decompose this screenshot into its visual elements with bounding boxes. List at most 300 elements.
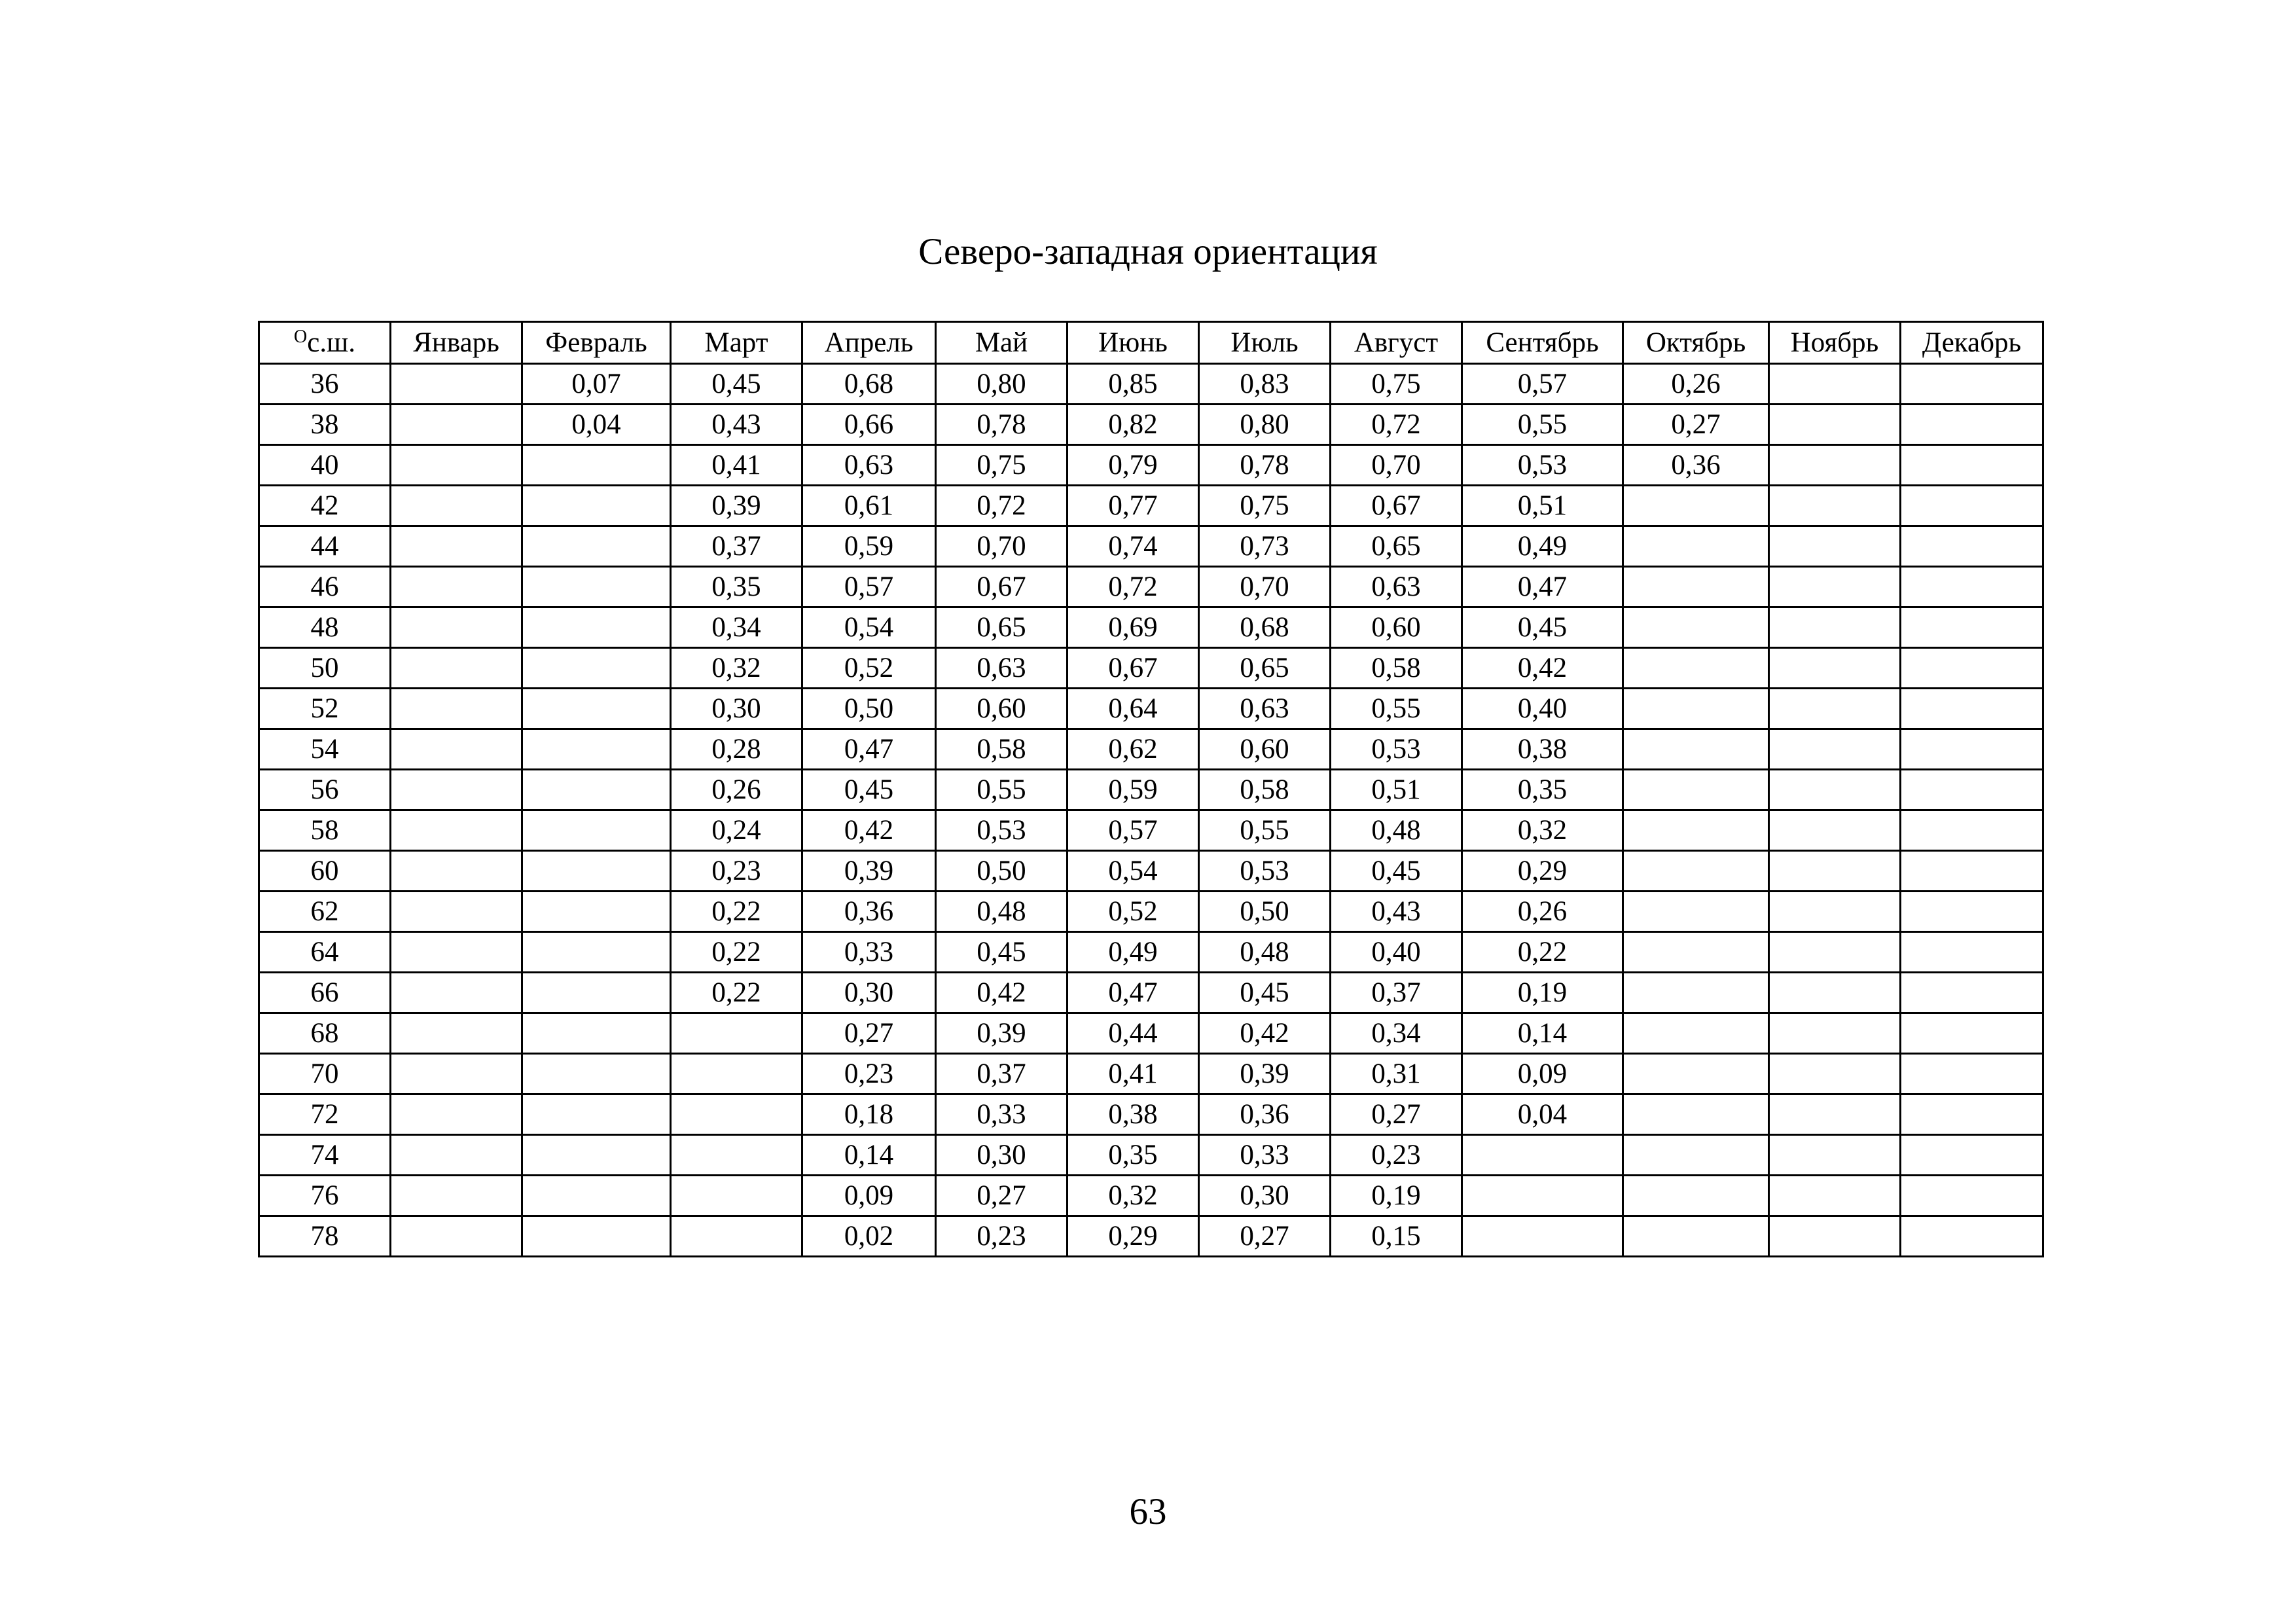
latitude-cell: 60 <box>259 851 391 892</box>
value-cell: 0,83 <box>1199 364 1331 405</box>
value-cell <box>1623 851 1769 892</box>
value-cell <box>391 689 522 729</box>
value-cell <box>522 567 671 607</box>
value-cell <box>391 607 522 648</box>
value-cell: 0,37 <box>936 1054 1067 1094</box>
value-cell: 0,42 <box>802 810 936 851</box>
table-row <box>259 648 2043 689</box>
latitude-cell: 44 <box>259 526 391 567</box>
value-cell <box>1901 851 2043 892</box>
value-cell <box>1462 1135 1623 1176</box>
latitude-cell: 74 <box>259 1135 391 1176</box>
value-cell <box>391 1013 522 1054</box>
value-cell <box>522 1176 671 1216</box>
value-cell: 0,42 <box>1199 1013 1331 1054</box>
header-month: Ноябрь <box>1769 322 1901 364</box>
table-row <box>259 1013 2043 1054</box>
value-cell: 0,58 <box>936 729 1067 770</box>
value-cell <box>522 729 671 770</box>
value-cell: 0,55 <box>936 770 1067 810</box>
value-cell: 0,37 <box>671 526 802 567</box>
value-cell <box>1623 567 1769 607</box>
value-cell: 0,43 <box>671 405 802 445</box>
value-cell <box>671 1135 802 1176</box>
value-cell: 0,49 <box>1067 932 1199 973</box>
value-cell: 0,14 <box>802 1135 936 1176</box>
value-cell: 0,38 <box>1067 1094 1199 1135</box>
value-cell: 0,70 <box>936 526 1067 567</box>
value-cell <box>1901 1176 2043 1216</box>
value-cell: 0,30 <box>1199 1176 1331 1216</box>
value-cell <box>1769 1135 1901 1176</box>
value-cell: 0,70 <box>1199 567 1331 607</box>
value-cell: 0,79 <box>1067 445 1199 486</box>
table-header-row <box>259 322 2043 364</box>
value-cell <box>1901 445 2043 486</box>
value-cell: 0,60 <box>936 689 1067 729</box>
value-cell <box>1769 932 1901 973</box>
value-cell: 0,78 <box>936 405 1067 445</box>
value-cell <box>522 526 671 567</box>
value-cell: 0,54 <box>802 607 936 648</box>
value-cell: 0,30 <box>671 689 802 729</box>
header-month: Февраль <box>522 322 671 364</box>
value-cell: 0,50 <box>1199 892 1331 932</box>
value-cell: 0,39 <box>1199 1054 1331 1094</box>
value-cell: 0,68 <box>1199 607 1331 648</box>
table-row <box>259 1216 2043 1257</box>
value-cell <box>1623 1013 1769 1054</box>
value-cell <box>1769 1216 1901 1257</box>
value-cell: 0,74 <box>1067 526 1199 567</box>
value-cell: 0,33 <box>936 1094 1067 1135</box>
value-cell <box>391 729 522 770</box>
value-cell: 0,24 <box>671 810 802 851</box>
table-row <box>259 810 2043 851</box>
value-cell: 0,32 <box>671 648 802 689</box>
value-cell: 0,18 <box>802 1094 936 1135</box>
value-cell <box>1769 810 1901 851</box>
value-cell <box>1623 1216 1769 1257</box>
value-cell <box>1901 1216 2043 1257</box>
latitude-cell: 78 <box>259 1216 391 1257</box>
value-cell: 0,63 <box>802 445 936 486</box>
value-cell: 0,30 <box>936 1135 1067 1176</box>
header-month: Май <box>936 322 1067 364</box>
latitude-cell: 66 <box>259 973 391 1013</box>
value-cell: 0,35 <box>1067 1135 1199 1176</box>
value-cell: 0,67 <box>936 567 1067 607</box>
value-cell <box>1901 486 2043 526</box>
value-cell <box>1623 486 1769 526</box>
value-cell <box>1462 1216 1623 1257</box>
header-month: Июль <box>1199 322 1331 364</box>
value-cell: 0,57 <box>802 567 936 607</box>
value-cell: 0,80 <box>936 364 1067 405</box>
value-cell: 0,73 <box>1199 526 1331 567</box>
value-cell: 0,23 <box>671 851 802 892</box>
value-cell: 0,15 <box>1331 1216 1462 1257</box>
table-row <box>259 1176 2043 1216</box>
value-cell: 0,53 <box>936 810 1067 851</box>
value-cell <box>1901 648 2043 689</box>
value-cell: 0,53 <box>1331 729 1462 770</box>
value-cell: 0,19 <box>1462 973 1623 1013</box>
value-cell: 0,49 <box>1462 526 1623 567</box>
value-cell <box>1623 607 1769 648</box>
value-cell <box>1623 973 1769 1013</box>
page-number: 63 <box>1129 1491 1167 1532</box>
value-cell <box>1462 1176 1623 1216</box>
value-cell: 0,23 <box>936 1216 1067 1257</box>
table-row <box>259 607 2043 648</box>
value-cell: 0,77 <box>1067 486 1199 526</box>
value-cell <box>391 486 522 526</box>
value-cell: 0,52 <box>1067 892 1199 932</box>
value-cell <box>1901 1094 2043 1135</box>
value-cell: 0,58 <box>1331 648 1462 689</box>
value-cell: 0,26 <box>1623 364 1769 405</box>
value-cell: 0,38 <box>1462 729 1623 770</box>
value-cell <box>1901 567 2043 607</box>
value-cell: 0,57 <box>1067 810 1199 851</box>
latitude-cell: 72 <box>259 1094 391 1135</box>
table-row <box>259 892 2043 932</box>
value-cell <box>522 1216 671 1257</box>
value-cell: 0,02 <box>802 1216 936 1257</box>
latitude-cell: 70 <box>259 1054 391 1094</box>
header-month: Январь <box>391 322 522 364</box>
latitude-cell: 36 <box>259 364 391 405</box>
value-cell: 0,33 <box>1199 1135 1331 1176</box>
value-cell: 0,23 <box>802 1054 936 1094</box>
table-row <box>259 1135 2043 1176</box>
value-cell: 0,27 <box>1331 1094 1462 1135</box>
value-cell <box>391 526 522 567</box>
value-cell <box>391 1094 522 1135</box>
value-cell: 0,37 <box>1331 973 1462 1013</box>
value-cell: 0,19 <box>1331 1176 1462 1216</box>
value-cell: 0,65 <box>936 607 1067 648</box>
value-cell <box>522 607 671 648</box>
latitude-cell: 52 <box>259 689 391 729</box>
value-cell <box>1623 689 1769 729</box>
value-cell: 0,39 <box>671 486 802 526</box>
value-cell <box>1901 405 2043 445</box>
value-cell <box>671 1094 802 1135</box>
value-cell <box>522 445 671 486</box>
value-cell: 0,47 <box>1067 973 1199 1013</box>
value-cell: 0,22 <box>671 973 802 1013</box>
value-cell: 0,69 <box>1067 607 1199 648</box>
value-cell: 0,40 <box>1462 689 1623 729</box>
value-cell: 0,66 <box>802 405 936 445</box>
value-cell: 0,27 <box>802 1013 936 1054</box>
value-cell <box>1901 364 2043 405</box>
value-cell <box>522 1135 671 1176</box>
value-cell: 0,45 <box>671 364 802 405</box>
value-cell: 0,04 <box>1462 1094 1623 1135</box>
value-cell <box>1901 689 2043 729</box>
header-latitude <box>259 322 391 364</box>
value-cell: 0,67 <box>1331 486 1462 526</box>
value-cell: 0,72 <box>936 486 1067 526</box>
value-cell <box>1769 405 1901 445</box>
value-cell: 0,55 <box>1331 689 1462 729</box>
value-cell: 0,45 <box>1462 607 1623 648</box>
value-cell <box>1623 770 1769 810</box>
value-cell <box>522 689 671 729</box>
value-cell <box>1769 486 1901 526</box>
table-row <box>259 567 2043 607</box>
value-cell: 0,63 <box>1199 689 1331 729</box>
value-cell: 0,22 <box>671 932 802 973</box>
header-month: Октябрь <box>1623 322 1769 364</box>
table-row <box>259 1054 2043 1094</box>
value-cell: 0,80 <box>1199 405 1331 445</box>
value-cell: 0,45 <box>802 770 936 810</box>
value-cell: 0,47 <box>802 729 936 770</box>
value-cell: 0,31 <box>1331 1054 1462 1094</box>
value-cell <box>391 1135 522 1176</box>
value-cell <box>1623 1094 1769 1135</box>
table-body <box>259 364 2043 1257</box>
value-cell: 0,75 <box>936 445 1067 486</box>
value-cell: 0,14 <box>1462 1013 1623 1054</box>
value-cell: 0,27 <box>1623 405 1769 445</box>
value-cell: 0,51 <box>1331 770 1462 810</box>
table-row <box>259 932 2043 973</box>
value-cell: 0,32 <box>1067 1176 1199 1216</box>
value-cell <box>1769 445 1901 486</box>
value-cell <box>522 932 671 973</box>
value-cell: 0,85 <box>1067 364 1199 405</box>
value-cell <box>522 1013 671 1054</box>
value-cell <box>522 810 671 851</box>
value-cell <box>1901 607 2043 648</box>
value-cell <box>1769 567 1901 607</box>
value-cell <box>1901 810 2043 851</box>
table-row <box>259 445 2043 486</box>
value-cell: 0,53 <box>1462 445 1623 486</box>
value-cell <box>1623 1135 1769 1176</box>
value-cell <box>1769 1094 1901 1135</box>
value-cell: 0,44 <box>1067 1013 1199 1054</box>
latitude-cell: 62 <box>259 892 391 932</box>
value-cell <box>1769 648 1901 689</box>
value-cell <box>1623 810 1769 851</box>
table-row <box>259 486 2043 526</box>
value-cell <box>391 810 522 851</box>
value-cell: 0,04 <box>522 405 671 445</box>
value-cell: 0,48 <box>936 892 1067 932</box>
value-cell: 0,28 <box>671 729 802 770</box>
value-cell <box>522 973 671 1013</box>
value-cell <box>391 1054 522 1094</box>
value-cell <box>1623 1176 1769 1216</box>
value-cell: 0,51 <box>1462 486 1623 526</box>
value-cell <box>1623 892 1769 932</box>
latitude-cell: 58 <box>259 810 391 851</box>
value-cell <box>1769 729 1901 770</box>
value-cell: 0,60 <box>1331 607 1462 648</box>
value-cell <box>1901 526 2043 567</box>
value-cell: 0,82 <box>1067 405 1199 445</box>
value-cell: 0,67 <box>1067 648 1199 689</box>
value-cell <box>391 851 522 892</box>
value-cell <box>522 648 671 689</box>
value-cell: 0,42 <box>936 973 1067 1013</box>
value-cell <box>391 567 522 607</box>
value-cell: 0,29 <box>1462 851 1623 892</box>
table-row <box>259 1094 2043 1135</box>
value-cell <box>391 364 522 405</box>
value-cell <box>391 1216 522 1257</box>
value-cell: 0,35 <box>671 567 802 607</box>
value-cell: 0,36 <box>1623 445 1769 486</box>
value-cell <box>391 405 522 445</box>
value-cell: 0,47 <box>1462 567 1623 607</box>
latitude-cell: 56 <box>259 770 391 810</box>
value-cell <box>1901 1054 2043 1094</box>
page-title: Северо-западная ориентация <box>918 231 1378 272</box>
value-cell <box>522 1054 671 1094</box>
latitude-cell: 54 <box>259 729 391 770</box>
value-cell <box>1623 648 1769 689</box>
header-latitude-label: с.ш. <box>307 327 355 358</box>
value-cell: 0,26 <box>1462 892 1623 932</box>
value-cell <box>391 1176 522 1216</box>
value-cell <box>1769 973 1901 1013</box>
table-row <box>259 405 2043 445</box>
value-cell: 0,39 <box>936 1013 1067 1054</box>
latitude-cell: 46 <box>259 567 391 607</box>
value-cell <box>1901 729 2043 770</box>
table-row <box>259 526 2043 567</box>
value-cell: 0,27 <box>1199 1216 1331 1257</box>
value-cell: 0,45 <box>1331 851 1462 892</box>
value-cell <box>1769 526 1901 567</box>
value-cell: 0,65 <box>1331 526 1462 567</box>
value-cell: 0,43 <box>1331 892 1462 932</box>
value-cell: 0,53 <box>1199 851 1331 892</box>
value-cell <box>522 851 671 892</box>
value-cell: 0,36 <box>802 892 936 932</box>
value-cell <box>671 1013 802 1054</box>
value-cell: 0,33 <box>802 932 936 973</box>
value-cell <box>522 1094 671 1135</box>
value-cell <box>391 932 522 973</box>
value-cell: 0,62 <box>1067 729 1199 770</box>
value-cell <box>1901 932 2043 973</box>
value-cell: 0,36 <box>1199 1094 1331 1135</box>
value-cell <box>1623 932 1769 973</box>
value-cell: 0,60 <box>1199 729 1331 770</box>
value-cell: 0,55 <box>1462 405 1623 445</box>
header-month: Июнь <box>1067 322 1199 364</box>
value-cell <box>391 973 522 1013</box>
value-cell: 0,34 <box>1331 1013 1462 1054</box>
value-cell: 0,59 <box>1067 770 1199 810</box>
value-cell: 0,57 <box>1462 364 1623 405</box>
value-cell <box>1769 851 1901 892</box>
value-cell <box>1769 1176 1901 1216</box>
value-cell: 0,30 <box>802 973 936 1013</box>
value-cell <box>1901 1013 2043 1054</box>
value-cell <box>391 445 522 486</box>
value-cell: 0,61 <box>802 486 936 526</box>
value-cell <box>1623 1054 1769 1094</box>
value-cell: 0,34 <box>671 607 802 648</box>
value-cell: 0,26 <box>671 770 802 810</box>
value-cell: 0,68 <box>802 364 936 405</box>
value-cell <box>1623 729 1769 770</box>
table-row <box>259 851 2043 892</box>
value-cell: 0,32 <box>1462 810 1623 851</box>
header-month: Март <box>671 322 802 364</box>
value-cell <box>1769 607 1901 648</box>
value-cell: 0,70 <box>1331 445 1462 486</box>
value-cell: 0,23 <box>1331 1135 1462 1176</box>
value-cell: 0,41 <box>671 445 802 486</box>
value-cell <box>522 892 671 932</box>
value-cell: 0,75 <box>1331 364 1462 405</box>
table-row <box>259 364 2043 405</box>
value-cell: 0,50 <box>802 689 936 729</box>
value-cell: 0,54 <box>1067 851 1199 892</box>
value-cell <box>1769 1013 1901 1054</box>
value-cell <box>391 892 522 932</box>
value-cell <box>671 1176 802 1216</box>
latitude-cell: 38 <box>259 405 391 445</box>
value-cell: 0,64 <box>1067 689 1199 729</box>
value-cell: 0,09 <box>1462 1054 1623 1094</box>
value-cell: 0,22 <box>671 892 802 932</box>
value-cell: 0,48 <box>1331 810 1462 851</box>
table-row <box>259 689 2043 729</box>
value-cell: 0,09 <box>802 1176 936 1216</box>
insolation-table <box>258 321 2044 1257</box>
table-row <box>259 973 2043 1013</box>
value-cell <box>1901 1135 2043 1176</box>
value-cell <box>391 770 522 810</box>
latitude-cell: 64 <box>259 932 391 973</box>
value-cell: 0,48 <box>1199 932 1331 973</box>
value-cell: 0,42 <box>1462 648 1623 689</box>
header-month: Декабрь <box>1901 322 2043 364</box>
value-cell <box>1769 892 1901 932</box>
value-cell <box>1769 770 1901 810</box>
value-cell: 0,07 <box>522 364 671 405</box>
value-cell: 0,72 <box>1067 567 1199 607</box>
latitude-cell: 50 <box>259 648 391 689</box>
value-cell: 0,78 <box>1199 445 1331 486</box>
latitude-cell: 42 <box>259 486 391 526</box>
value-cell: 0,40 <box>1331 932 1462 973</box>
value-cell: 0,22 <box>1462 932 1623 973</box>
value-cell <box>391 648 522 689</box>
header-month: Сентябрь <box>1462 322 1623 364</box>
table-row <box>259 729 2043 770</box>
value-cell <box>1901 973 2043 1013</box>
degree-mark: О <box>294 327 308 347</box>
value-cell: 0,55 <box>1199 810 1331 851</box>
value-cell <box>1769 1054 1901 1094</box>
value-cell: 0,72 <box>1331 405 1462 445</box>
value-cell: 0,45 <box>1199 973 1331 1013</box>
value-cell <box>1901 892 2043 932</box>
value-cell <box>522 770 671 810</box>
